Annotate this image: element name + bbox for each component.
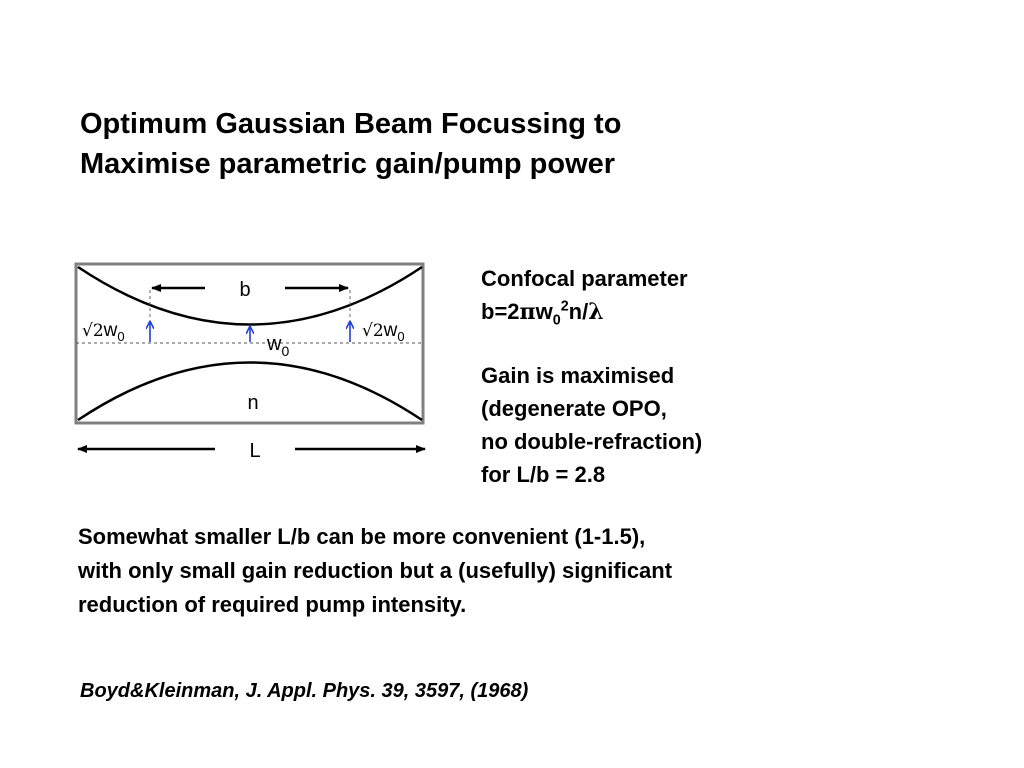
label-sqrt2-w0-left [82,320,125,344]
label-sqrt2-w0-right [362,320,405,344]
confocal-block [481,262,688,329]
label-L: L [249,440,261,462]
lambda-symbol: λ [588,299,604,325]
formula-w: w [535,299,553,324]
label-w0-center [266,333,289,359]
confocal-title: Confocal parameter [481,266,688,291]
pi-symbol: π [519,299,536,325]
title-line-2: Maximise parametric gain/pump power [80,148,616,180]
gain-line-3: no double-refraction) [481,429,703,454]
reference-citation: Boyd&Kleinman, J. Appl. Phys. 39, 3597, (1968) [80,680,529,702]
note-paragraph [78,520,672,622]
w-base: w [267,333,282,355]
sqrt-symbol: √2 [82,321,104,341]
sqrt-symbol: √2 [362,321,384,341]
confocal-formula [481,295,688,329]
w-base: w [383,320,398,341]
gain-line-2: (degenerate OPO, [481,396,667,421]
label-n: n [247,392,259,414]
title-line-1: Optimum Gaussian Beam Focussing to [80,108,622,140]
note-line-3: reduction of required pump intensity. [78,592,467,617]
w-base: w [103,320,118,341]
gain-block [481,359,702,491]
formula-w-sub: 0 [552,312,561,329]
formula-b-eq: b=2 [481,299,520,324]
slide-title [80,104,621,184]
gaussian-beam-diagram [70,252,440,468]
formula-n-over: n/ [568,299,589,324]
gain-line-4: for L/b = 2.8 [481,462,606,487]
note-line-1: Somewhat smaller L/b can be more convenient (1-1.5), [78,524,646,549]
formula-square: 2 [560,298,569,315]
label-b: b [239,279,251,301]
w-sub: 0 [117,329,125,344]
w-sub: 0 [281,343,290,359]
w-sub: 0 [397,329,405,344]
gain-line-1: Gain is maximised [481,363,675,388]
note-line-2: with only small gain reduction but a (usefully) significant [78,558,673,583]
